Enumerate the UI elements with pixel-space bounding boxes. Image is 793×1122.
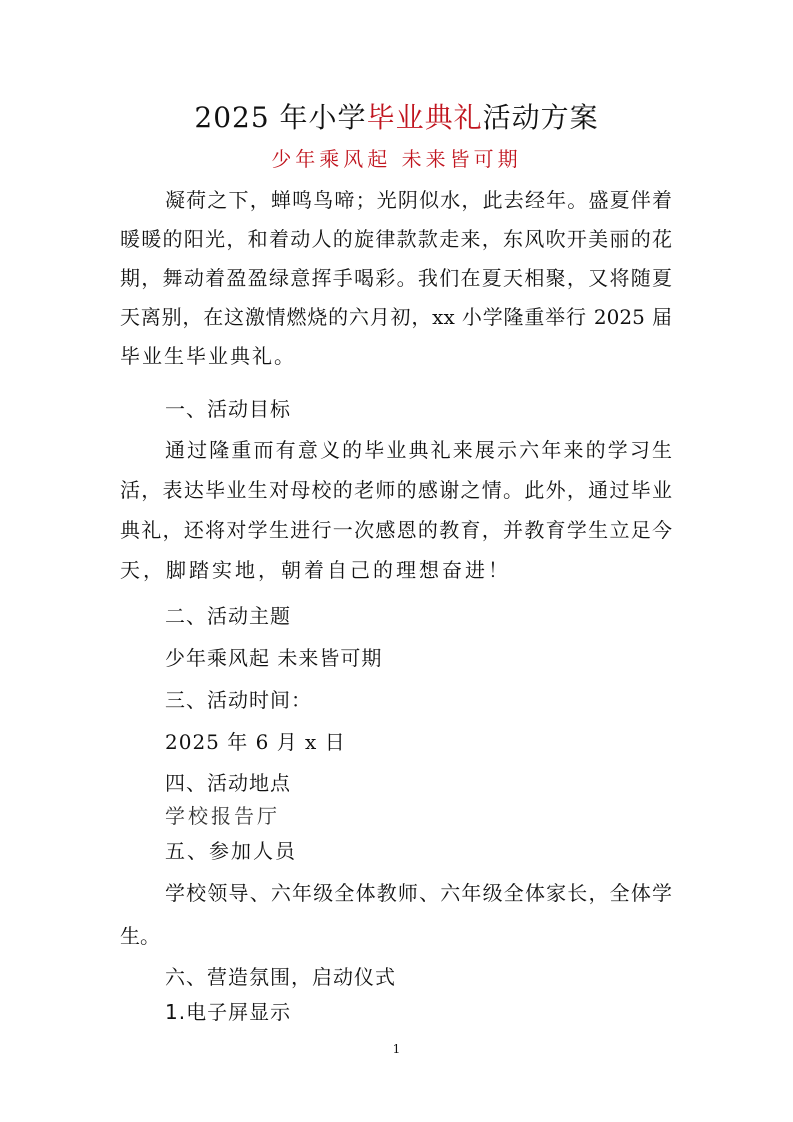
goal-line: 典礼，还将对学生进行一次感恩的教育，并教育学生立足今 xyxy=(120,518,672,542)
section-heading-atmosphere: 六、营造氛围，启动仪式 xyxy=(165,965,396,989)
theme-text: 少年乘风起 未来皆可期 xyxy=(165,646,383,670)
section-heading-theme: 二、活动主题 xyxy=(165,604,291,628)
goal-line: 活，表达毕业生对母校的老师的感谢之情。此外，通过毕业 xyxy=(120,478,672,502)
title-highlight: 毕业典礼 xyxy=(366,101,483,134)
place-text: 学校报告厅 xyxy=(165,804,280,828)
page-number: 1 xyxy=(392,1042,401,1056)
section-heading-time: 三、活动时间： xyxy=(165,688,312,712)
section-heading-goal: 一、活动目标 xyxy=(165,397,291,421)
document-title xyxy=(0,100,793,136)
section-heading-people: 五、参加人员 xyxy=(165,839,297,863)
intro-line: 暖暖的阳光，和着动人的旋律款款走来，东风吹开美丽的花 xyxy=(120,227,672,251)
intro-line: 毕业生毕业典礼。 xyxy=(120,344,296,368)
intro-line: 天离别，在这激情燃烧的六月初，xx 小学隆重举行 2025 届 xyxy=(120,305,672,329)
title-prefix: 2025 年小学 xyxy=(194,101,367,134)
document-subtitle: 少年乘风起 未来皆可期 xyxy=(271,147,522,171)
time-text: 2025 年 6 月 x 日 xyxy=(165,730,346,754)
goal-line: 通过隆重而有意义的毕业典礼来展示六年来的学习生 xyxy=(165,438,672,462)
intro-line: 凝荷之下，蝉鸣鸟啼；光阴似水，此去经年。盛夏伴着 xyxy=(165,188,672,212)
people-line: 生。 xyxy=(120,924,160,948)
intro-line: 期，舞动着盈盈绿意挥手喝彩。我们在夏天相聚，又将随夏 xyxy=(120,266,672,290)
goal-line: 天，脚踏实地，朝着自己的理想奋进！ xyxy=(120,558,511,582)
title-suffix: 活动方案 xyxy=(482,101,599,134)
section-heading-place: 四、活动地点 xyxy=(165,771,291,795)
people-line: 学校领导、六年级全体教师、六年级全体家长，全体学 xyxy=(165,881,672,905)
atmosphere-item-1: 1.电子屏显示 xyxy=(165,1000,292,1024)
